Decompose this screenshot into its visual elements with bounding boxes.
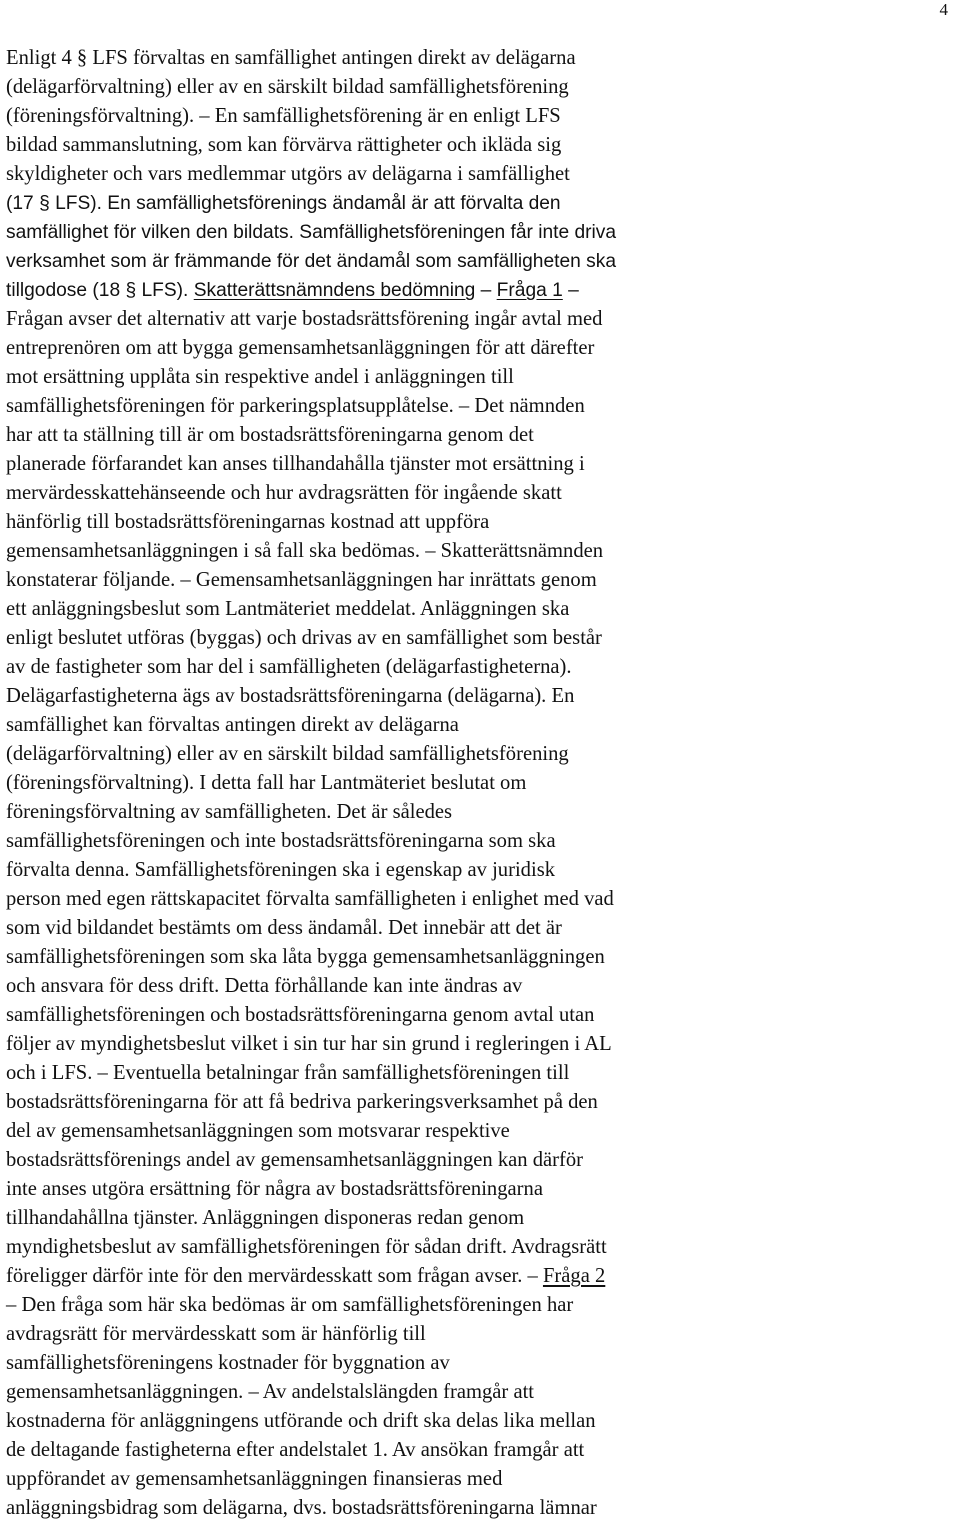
underlined-heading: Fråga 2: [542, 1265, 606, 1287]
text-segment: tillgodose (18 § LFS).: [6, 280, 194, 301]
text-segment: enligt beslutet utföras (byggas) och drivas av en samfällighet som består: [6, 627, 602, 649]
text-segment: avdragsrätt för mervärdesskatt som är hänförlig till: [6, 1323, 426, 1345]
text-segment: av de fastigheter som har del i samfälligheten (delägarfastigheterna).: [6, 656, 572, 678]
text-line: [6, 914, 956, 943]
text-segment: –: [475, 280, 497, 301]
text-segment: planerade förfarandet kan anses tillhandahålla tjänster mot ersättning i: [6, 453, 585, 475]
text-segment: inte anses utgöra ersättning för några av bostadsrättsföreningarna: [6, 1178, 543, 1200]
text-segment: förvalta denna. Samfällighetsföreningen ska i egenskap av juridisk: [6, 859, 556, 881]
text-line: [6, 508, 956, 537]
text-line: [6, 1436, 956, 1465]
text-line: [6, 1117, 956, 1146]
text-line: [6, 740, 956, 769]
text-segment: bildad sammanslutning, som kan förvärva rättigheter och ikläda sig: [6, 134, 562, 156]
text-line: [6, 653, 956, 682]
text-segment: myndighetsbeslut av samfällighetsföreningen för sådan drift. Avdragsrätt: [6, 1236, 607, 1258]
text-line: [6, 1059, 956, 1088]
text-line: [6, 73, 956, 102]
text-line: [6, 1494, 956, 1523]
text-line: [6, 769, 956, 798]
text-line: [6, 44, 956, 73]
text-line: [6, 1175, 956, 1204]
text-line: [6, 189, 956, 218]
text-line: [6, 131, 956, 160]
page-number: 4: [939, 0, 948, 19]
text-line: [6, 537, 956, 566]
text-segment: Enligt 4 § LFS förvaltas en samfällighet antingen direkt av delägarna: [6, 47, 576, 69]
text-line: [6, 479, 956, 508]
text-segment: bostadsrättsförenings andel av gemensamhetsanläggningen kan därför: [6, 1149, 584, 1171]
text-line: [6, 1407, 956, 1436]
text-line: [6, 363, 956, 392]
text-segment: och ansvara för dess drift. Detta förhållande kan inte ändras av: [6, 975, 523, 997]
text-line: [6, 450, 956, 479]
text-segment: samfällighetsföreningens kostnader för byggnation av: [6, 1352, 450, 1374]
text-line: [6, 972, 956, 1001]
text-segment: (delägarförvaltning) eller av en särskilt bildad samfällighetsförening: [6, 743, 569, 765]
text-line: [6, 1349, 956, 1378]
text-segment: samfällighetsföreningen för parkeringsplatsupplåtelse. – Det nämnden: [6, 395, 585, 417]
text-segment: samfällighetsföreningen som ska låta bygga gemensamhetsanläggningen: [6, 946, 605, 968]
text-segment: – Den fråga som här ska bedömas är om samfällighetsföreningen har: [6, 1294, 574, 1316]
text-line: [6, 1204, 956, 1233]
text-line: [6, 1146, 956, 1175]
text-segment: anläggningsbidrag som delägarna, dvs. bostadsrättsföreningarna lämnar: [6, 1497, 597, 1519]
text-line: [6, 595, 956, 624]
text-line: [6, 798, 956, 827]
text-segment: verksamhet som är främmande för det ändamål som samfälligheten ska: [6, 251, 616, 272]
text-segment: samfällighet för vilken den bildats. Samfällighetsföreningen får inte driva: [6, 222, 617, 243]
text-line: [6, 421, 956, 450]
text-segment: gemensamhetsanläggningen i så fall ska bedömas. – Skatterättsnämnden: [6, 540, 604, 562]
text-line: [6, 943, 956, 972]
text-segment: tillhandahållna tjänster. Anläggningen disponeras redan genom: [6, 1207, 525, 1229]
text-segment: gemensamhetsanläggningen. – Av andelstalslängden framgår att: [6, 1381, 535, 1403]
text-segment: (17 § LFS). En samfällighetsförenings ändamål är att förvalta den: [6, 193, 561, 214]
text-segment: Delägarfastigheterna ägs av bostadsrättsföreningarna (delägarna). En: [6, 685, 575, 707]
text-line: [6, 711, 956, 740]
text-segment: följer av myndighetsbeslut vilket i sin tur har sin grund i regleringen i AL: [6, 1033, 612, 1055]
text-segment: som vid bildandet bestämts om dess ändamål. Det innebär att det är: [6, 917, 562, 939]
text-segment: de deltagande fastigheterna efter andelstalet 1. Av ansökan framgår att: [6, 1439, 585, 1461]
text-segment: kostnaderna för anläggningens utförande och drift ska delas lika mellan: [6, 1410, 596, 1432]
text-line: [6, 218, 956, 247]
text-line: [6, 334, 956, 363]
text-line: [6, 1378, 956, 1407]
text-segment: samfällighet kan förvaltas antingen direkt av delägarna: [6, 714, 459, 736]
text-line: [6, 1465, 956, 1494]
underlined-heading: Skatterättsnämndens bedömning: [193, 280, 476, 301]
text-segment: föreningsförvaltning av samfälligheten. Det är således: [6, 801, 453, 823]
text-line: [6, 392, 956, 421]
text-segment: hänförlig till bostadsrättsföreningarnas kostnad att uppföra: [6, 511, 490, 533]
text-segment: skyldigheter och vars medlemmar utgörs av delägarna i samfällighet: [6, 163, 570, 185]
document-body-text: [6, 44, 956, 1523]
text-segment: uppförandet av gemensamhetsanläggningen finansieras med: [6, 1468, 503, 1490]
text-line: [6, 305, 956, 334]
text-segment: och i LFS. – Eventuella betalningar från samfällighetsföreningen till: [6, 1062, 570, 1084]
text-line: [6, 1030, 956, 1059]
text-segment: –: [562, 280, 579, 301]
text-segment: konstaterar följande. – Gemensamhetsanläggningen har inrättats genom: [6, 569, 597, 591]
text-line: [6, 885, 956, 914]
text-line: [6, 566, 956, 595]
text-line: [6, 682, 956, 711]
text-segment: person med egen rättskapacitet förvalta samfälligheten i enlighet med vad: [6, 888, 614, 910]
text-segment: (föreningsförvaltning). – En samfällighetsförening är en enligt LFS: [6, 105, 561, 127]
text-line: [6, 247, 956, 276]
text-line: [6, 1001, 956, 1030]
text-line: [6, 1088, 956, 1117]
text-line: [6, 1262, 956, 1291]
text-segment: har att ta ställning till är om bostadsrättsföreningarna genom det: [6, 424, 534, 446]
text-segment: mervärdesskattehänseende och hur avdragsrätten för ingående skatt: [6, 482, 562, 504]
text-segment: (delägarförvaltning) eller av en särskilt bildad samfällighetsförening: [6, 76, 569, 98]
text-segment: föreligger därför inte för den mervärdesskatt som frågan avser. –: [6, 1265, 543, 1287]
underlined-heading: Fråga 1: [496, 280, 563, 301]
text-segment: Frågan avser det alternativ att varje bostadsrättsförening ingår avtal med: [6, 308, 603, 330]
text-line: [6, 1320, 956, 1349]
text-segment: entreprenören om att bygga gemensamhetsanläggningen för att därefter: [6, 337, 595, 359]
text-segment: del av gemensamhetsanläggningen som motsvarar respektive: [6, 1120, 510, 1142]
text-line: [6, 276, 956, 305]
text-segment: samfällighetsföreningen och inte bostadsrättsföreningarna som ska: [6, 830, 556, 852]
text-line: [6, 1291, 956, 1320]
text-line: [6, 160, 956, 189]
text-line: [6, 624, 956, 653]
text-segment: mot ersättning upplåta sin respektive andel i anläggningen till: [6, 366, 514, 388]
text-line: [6, 1233, 956, 1262]
text-segment: samfällighetsföreningen och bostadsrättsföreningarna genom avtal utan: [6, 1004, 595, 1026]
text-segment: ett anläggningsbeslut som Lantmäteriet meddelat. Anläggningen ska: [6, 598, 570, 620]
text-segment: (föreningsförvaltning). I detta fall har Lantmäteriet beslutat om: [6, 772, 527, 794]
text-line: [6, 102, 956, 131]
text-segment: bostadsrättsföreningarna för att få bedriva parkeringsverksamhet på den: [6, 1091, 598, 1113]
text-line: [6, 856, 956, 885]
text-line: [6, 827, 956, 856]
